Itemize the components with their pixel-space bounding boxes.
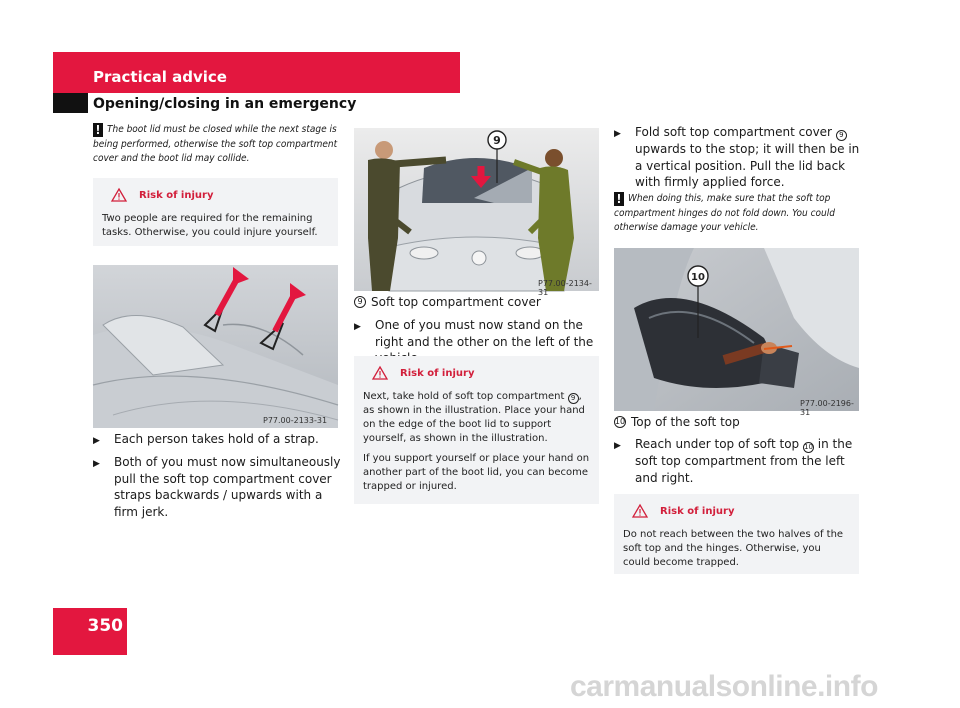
instruction-bullet: ▶ Fold soft top compartment cover 9 upwards to the stop; it will then be in a vertical position. Pull the lid back with firmly applied force.: [614, 125, 860, 189]
warning-text: Next, take hold of soft top compartment 9 , as shown in the illustration. Place your hand on the edge of the boot lid to support yourself, as shown in the illustration.: [363, 391, 585, 444]
instruction-bullet: ▶ Reach under top of soft top 10 in the soft top compartment from the left and right.: [614, 437, 853, 485]
warning-title: Risk of injury: [400, 367, 475, 379]
warning-triangle-icon: [372, 366, 388, 380]
arrow-bullet-icon: ▶: [93, 436, 100, 446]
instruction-bullet: ▶ Each person takes hold of a strap.: [93, 431, 343, 450]
instruction-bullet: ▶ Both of you must now simultaneously pull the soft top compartment cover straps backwards / upwards with a firm jerk.: [93, 455, 341, 519]
warning-triangle-icon: [632, 504, 648, 518]
warning-box-middle: [354, 356, 599, 504]
note-boot-lid: ! The boot lid must be closed while the next stage is being performed, otherwise the soft top compartment cover and the boot lid may collide.: [93, 123, 338, 164]
two-people-boot-image: [354, 128, 599, 297]
arrow-bullet-icon: ▶: [614, 441, 621, 451]
callout-number: 9: [836, 130, 847, 141]
exclamation-icon: !: [93, 123, 103, 137]
image-code: P77.00-2134-31: [538, 279, 592, 297]
warning-box-left: [93, 178, 338, 246]
warning-text: Do not reach between the two halves of the soft top and the hinges. Otherwise, you could become trapped.: [623, 529, 844, 568]
note-hinges: ! When doing this, make sure that the soft top compartment hinges do not fold down. You could otherwise damage your vehicle.: [614, 192, 835, 233]
callout-number: 9: [354, 296, 366, 308]
exclamation-icon: !: [614, 192, 624, 206]
callout-9: 9: [493, 134, 501, 147]
warning-header: [102, 188, 329, 202]
warning-text: Two people are required for the remaining tasks. Otherwise, you could injure yourself.: [102, 213, 318, 238]
soft-top-straps-image: [93, 265, 338, 428]
callout-number: 10: [614, 417, 626, 426]
warning-header: [363, 366, 590, 380]
page-number: 350: [87, 616, 123, 636]
arrow-bullet-icon: ▶: [93, 459, 100, 469]
instruction-bullet: ▶ One of you must now stand on the right and the other on the left of the: [354, 317, 604, 367]
warning-title: Risk of injury: [660, 505, 735, 517]
page-title: Opening/closing in an emergency: [93, 96, 357, 112]
soft-top-reach-image: [614, 248, 859, 417]
warning-box-right: [614, 494, 859, 574]
warning-triangle-icon: [111, 188, 127, 202]
header-accent: [53, 93, 88, 113]
warning-text: If you support yourself or place your hand on another part of the boot lid, you can become trapped or injured.: [363, 453, 590, 492]
callout-10: 10: [691, 272, 705, 283]
section-title: Practical advice: [93, 68, 227, 86]
warning-header: [623, 504, 850, 518]
arrow-bullet-icon: ▶: [614, 129, 621, 139]
image-code: P77.00-2196-31: [800, 399, 854, 417]
callout-number: 9: [568, 393, 579, 404]
warning-title: Risk of injury: [139, 189, 214, 201]
figure-caption: 9 Soft top compartment cover: [354, 295, 541, 309]
watermark: carmanualsonline.info: [570, 670, 878, 703]
image-code: P77.00-2133-31: [263, 416, 328, 425]
figure-caption: 10 Top of the soft top: [614, 415, 740, 429]
arrow-bullet-icon: ▶: [354, 322, 361, 332]
callout-number: 10: [804, 443, 813, 451]
